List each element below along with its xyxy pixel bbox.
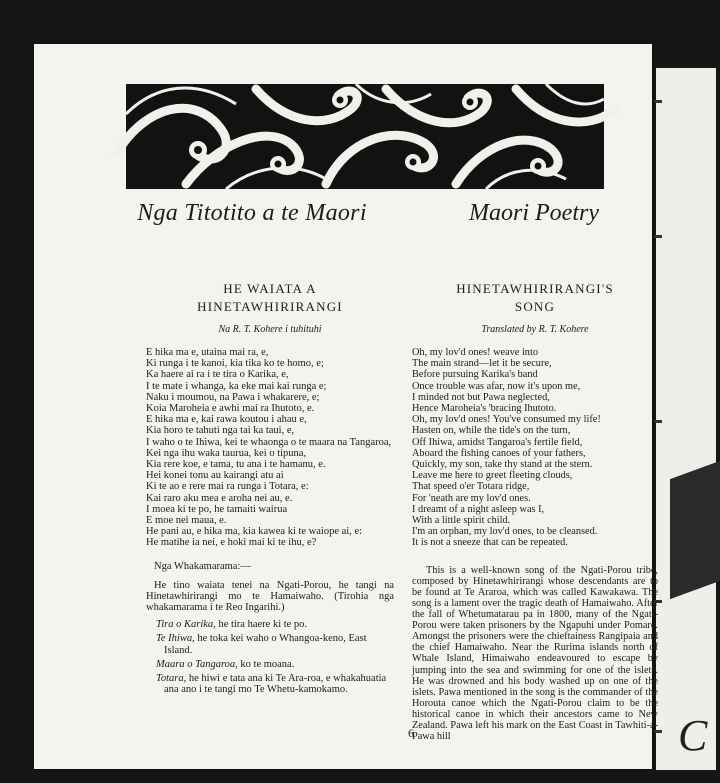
maori-column <box>146 280 394 698</box>
poem-line: Aboard the fishing canoes of your fathers, <box>412 447 586 459</box>
poem-line: Kei nga ihu waka taurua, kei o tipuna, <box>146 447 307 459</box>
note-term: Maara o Tangaroa, <box>156 658 238 670</box>
poem-line: Quickly, my son, take thy stand at the stern. <box>412 459 593 471</box>
poem-line: E hika ma e, utaina mai ra, e, <box>146 347 269 358</box>
maori-poem <box>146 347 394 549</box>
poem-line: Off Ihiwa, amidst Tangaroa's fertile field, <box>412 436 583 448</box>
note-text: he tira haere ki te po. <box>215 619 308 631</box>
poem-line: Ki te ao e rere mai ra runga i Totara, e: <box>146 481 309 493</box>
magazine-page <box>34 44 658 769</box>
english-title: Maori Poetry <box>469 200 599 226</box>
english-heading-line2: SONG <box>514 299 556 314</box>
poem-line: I moea ki te po, he tamaiti wairua <box>146 503 288 515</box>
poem-line: Once trouble was afar, now it's upon me, <box>412 380 581 392</box>
poem-line: Oh, my lov'd ones! weave into <box>412 347 538 358</box>
poem-line: He pani au, e hika ma, kia kawea ki te waiope ai, e: <box>146 526 363 538</box>
poem-line: I'm an orphan, my lov'd ones, to be cleansed. <box>412 526 598 538</box>
binding-stitch <box>654 235 662 238</box>
adjacent-page-letter: C <box>678 711 708 760</box>
kowhaiwhai-banner <box>126 84 604 189</box>
note-item <box>146 619 394 630</box>
note-term: Totara, <box>156 673 187 685</box>
notes-label: Nga Whakamarama:— <box>154 560 251 572</box>
poem-line: With a little spirit child. <box>412 515 511 527</box>
maori-credit: Na R. T. Kohere i tuhituhi <box>218 324 322 335</box>
poem-line: Kia rere koe, e tama, tu ana i te hamanu, e. <box>146 459 326 471</box>
adjacent-page-dark-band <box>656 40 716 68</box>
poem-line: He matihe ia nei, e hoki mai ki te ihu, e? <box>146 537 317 549</box>
note-item <box>146 659 394 670</box>
poem-line: Before pursuing Karika's band <box>412 369 538 381</box>
maori-title: Nga Titotito a te Maori <box>137 200 367 226</box>
page-number: 6 <box>408 726 414 740</box>
maori-heading-line2: HINETAWHIRIRANGI <box>197 299 343 314</box>
kowhaiwhai-pattern-icon <box>126 84 604 189</box>
english-poem <box>412 347 658 549</box>
poem-line: Hence Maroheia's 'bracing Ihutoto. <box>412 403 557 415</box>
poem-line: Oh, my lov'd ones! You've consumed my life! <box>412 414 601 426</box>
poem-line: For 'neath are my lov'd ones. <box>412 492 531 504</box>
poem-line: I te mate i whanga, ka eke mai kai runga e; <box>146 380 327 392</box>
english-commentary: This is a well-known song of the Ngati-Porou tribe, composed by Hinetawhirirangi whose descendants are to be found at Te Araroa, which was called Kawakawa. The song is a lament over the tragic death of Hamaiwaho. After the fall of Whetumatarau pa in 1800, many of the Ngati-Porou were taken prisoners by the Ngapuhi under Pomare. Amongst the prisoners were the chieftainess Rangipaia and the chief Hamaiwaho. Near the Rurima islands north of Whale Island, Himaiwaho endeavoured to escape by jumping into the sea and swimming for one of the islets. He was drowned and his body washed up on one of the islets. Pawa mentioned in the song is the commander of the Horouta canoe which the Ngati-Porou claim to be the historical canoe in which their ancestors came to New Zealand. Pawa left his mark on the East Coast in Tawhiti-a-Pawa hill <box>412 564 658 743</box>
poem-line: E moe nei mauа, e. <box>146 515 227 527</box>
poem-line: Hei konei tonu au kairangi atu ai <box>146 470 284 482</box>
poem-line: That speed o'er Totara ridge, <box>412 481 530 493</box>
note-text: ko te moana. <box>237 658 295 670</box>
note-item <box>146 673 394 695</box>
binding-stitch <box>654 100 662 103</box>
poem-line: I dreamt of a night asleep was I, <box>412 503 545 515</box>
adjacent-page-illustration <box>670 461 720 599</box>
poem-line: Naku i moumou, na Pawa i whakarere, e; <box>146 391 320 403</box>
poem-line: I waho o te Ihiwa, kei te whaonga o te maara na Tangaroa, <box>146 436 392 448</box>
poem-line: Ka haere ai ra i te tira o Karika, e, <box>146 369 289 381</box>
note-text: he toka kei waho o Whangoa-keno, East Island. <box>164 633 367 656</box>
adjacent-page <box>656 40 716 770</box>
english-heading-line1: HINETAWHIRIRANGI'S <box>456 281 614 296</box>
note-text: he hiwi e tata ana ki Te Ara-roa, e whakahuatia ana ano i te tangi mo Te Whetu-kamokamo. <box>164 673 387 696</box>
note-term: Tira o Karika, <box>156 619 216 631</box>
english-column <box>412 280 658 742</box>
poem-line: E hika ma e, kai rawa koutou i ahau e, <box>146 414 307 426</box>
maori-heading-line1: HE WAIATA A <box>223 281 317 296</box>
note-term: Te Ihiwa, <box>156 633 195 645</box>
poem-line: The main strand—let it be secure, <box>412 358 552 370</box>
english-credit: Translated by R. T. Kohere <box>481 324 589 335</box>
poem-line: Hasten on, while the tide's on the turn, <box>412 425 571 437</box>
poem-line: Koia Maroheia e awhi mai ra Ihutoto, e. <box>146 403 315 415</box>
poem-line: Kia horo te tahuti nga tai ka taui, e, <box>146 425 295 437</box>
notes-intro: He tino waiata tenei na Ngati-Porou, he tangi na Hinetawhirirangi mo te Hamaiwaho. (Tirohia nga whakamarama i te Reo Ingarihi.) <box>146 579 394 614</box>
note-item <box>146 633 394 655</box>
poem-line: Kai raro aku mea e aroha nei au, e. <box>146 492 293 504</box>
poem-line: Leave me here to greet fleeting clouds, <box>412 470 573 482</box>
poem-line: It is not a sneeze that can be repeated. <box>412 537 568 549</box>
poem-line: Ki runga i te kanoi, kia tika ko te homo, e; <box>146 358 324 370</box>
poem-line: I minded not but Pawa neglected, <box>412 391 550 403</box>
